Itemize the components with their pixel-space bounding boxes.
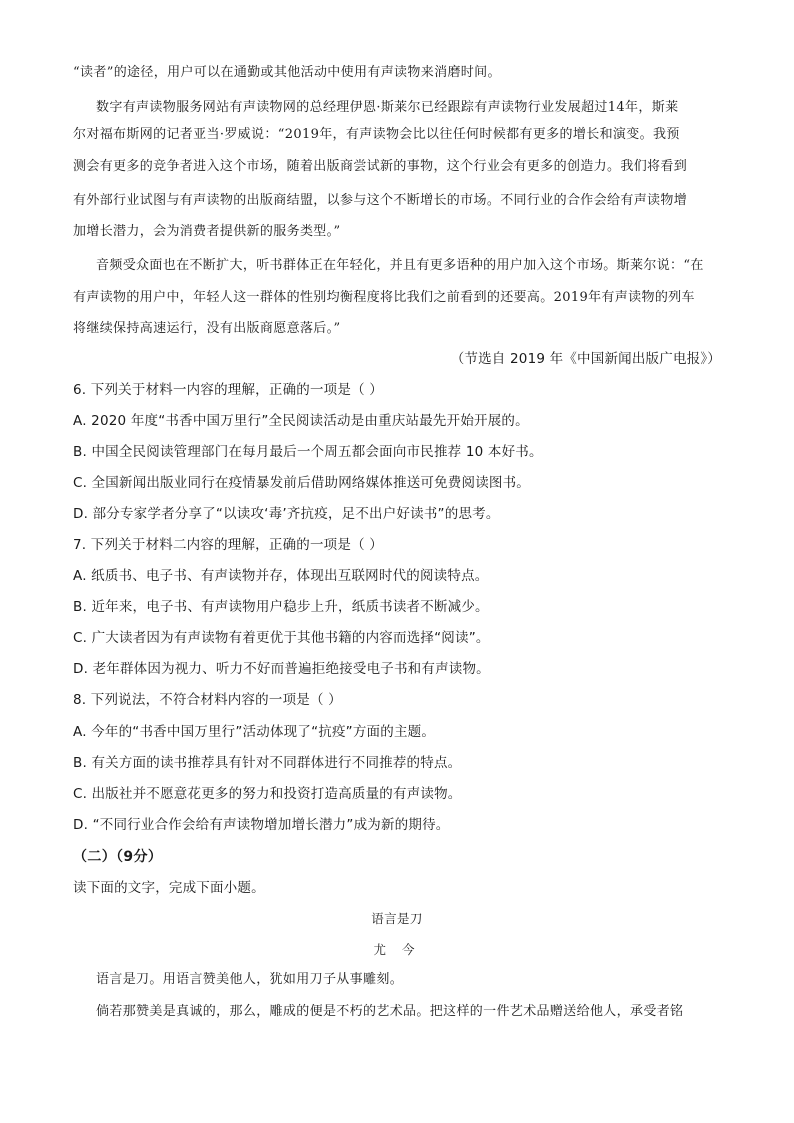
material-line: 数字有声读物服务网站有声读物网的总经理伊恩·斯莱尔已经跟踪有声读物行业发展超过14年，斯莱 xyxy=(96,100,679,115)
section-instruction: 读下面的文字，完成下面小题。 xyxy=(73,880,265,896)
material-line: 将继续保持高速运行，没有出版商愿意落后。” xyxy=(73,321,341,336)
answer-option: C. 全国新闻出版业同行在疫情暴发前后借助网络媒体推送可免费阅读图书。 xyxy=(73,475,531,491)
answer-option: B. 有关方面的读书推荐具有针对不同群体进行不同推荐的特点。 xyxy=(73,755,462,771)
article-paragraph: 语言是刀。用语言赞美他人，犹如用刀子从事雕刻。 xyxy=(96,972,404,987)
answer-option: D. 老年群体因为视力、听力不好而普遍拒绝接受电子书和有声读物。 xyxy=(73,661,490,677)
section-heading: （二）（9分） xyxy=(73,849,163,865)
answer-option: B. 近年来，电子书、有声读物用户稳步上升，纸质书读者不断减少。 xyxy=(73,599,489,615)
material-line: 尔对福布斯网的记者亚当·罗威说：“2019年，有声读物会比以往任何时候都有更多的增长和演变。我预 xyxy=(73,127,680,142)
answer-option: A. 2020 年度“书香中国万里行”全民阅读活动是由重庆站最先开始开展的。 xyxy=(73,413,529,429)
answer-option: A. 今年的“书香中国万里行”活动体现了“抗疫”方面的主题。 xyxy=(73,724,436,740)
article-paragraph: 倘若那赞美是真诚的，那么，雕成的便是不朽的艺术品。把这样的一件艺术品赠送给他人，承受者铭 xyxy=(96,1004,684,1019)
answer-option: D. “不同行业合作会给有声读物增加增长潜力”成为新的期待。 xyxy=(73,817,450,833)
material-line: 测会有更多的竞争者进入这个市场，随着出版商尝试新的事物，这个行业会有更多的创造力。我们将看到 xyxy=(73,159,688,174)
answer-option: A. 纸质书、电子书、有声读物并存，体现出互联网时代的阅读特点。 xyxy=(73,568,489,584)
material-line: 音频受众面也在不断扩大，听书群体正在年轻化，并且有更多语种的用户加入这个市场。斯莱尔说：“在 xyxy=(96,258,704,273)
answer-option: C. 广大读者因为有声读物有着更优于其他书籍的内容而选择“阅读”。 xyxy=(73,630,490,646)
material-line: 有声读物的用户中，年轻人这一群体的性别均衡程度将比我们之前看到的还要高。2019年有声读物的列车 xyxy=(73,290,695,305)
question-stem: 8. 下列说法，不符合材料内容的一项是（ ） xyxy=(73,692,342,708)
material-line: “读者”的途径，用户可以在通勤或其他活动中使用有声读物来消磨时间。 xyxy=(73,65,501,80)
article-author: 尤 今 xyxy=(373,942,421,957)
answer-option: B. 中国全民阅读管理部门在每月最后一个周五都会面向市民推荐 10 本好书。 xyxy=(73,444,543,460)
answer-option: C. 出版社并不愿意花更多的努力和投资打造高质量的有声读物。 xyxy=(73,786,462,802)
material-line: 加增长潜力，会为消费者提供新的服务类型。” xyxy=(73,224,341,239)
question-stem: 6. 下列关于材料一内容的理解，正确的一项是（ ） xyxy=(73,382,383,398)
material-line: 有外部行业试图与有声读物的出版商结盟，以参与这个不断增长的市场。不同行业的合作会给有声读物增 xyxy=(73,193,688,208)
answer-option: D. 部分专家学者分享了“以读攻‘毒’齐抗疫，足不出户好读书”的思考。 xyxy=(73,506,500,522)
question-stem: 7. 下列关于材料二内容的理解，正确的一项是（ ） xyxy=(73,537,383,553)
source-citation: （节选自 2019 年《中国新闻出版广电报》） xyxy=(450,351,721,367)
article-title: 语言是刀 xyxy=(371,911,423,926)
